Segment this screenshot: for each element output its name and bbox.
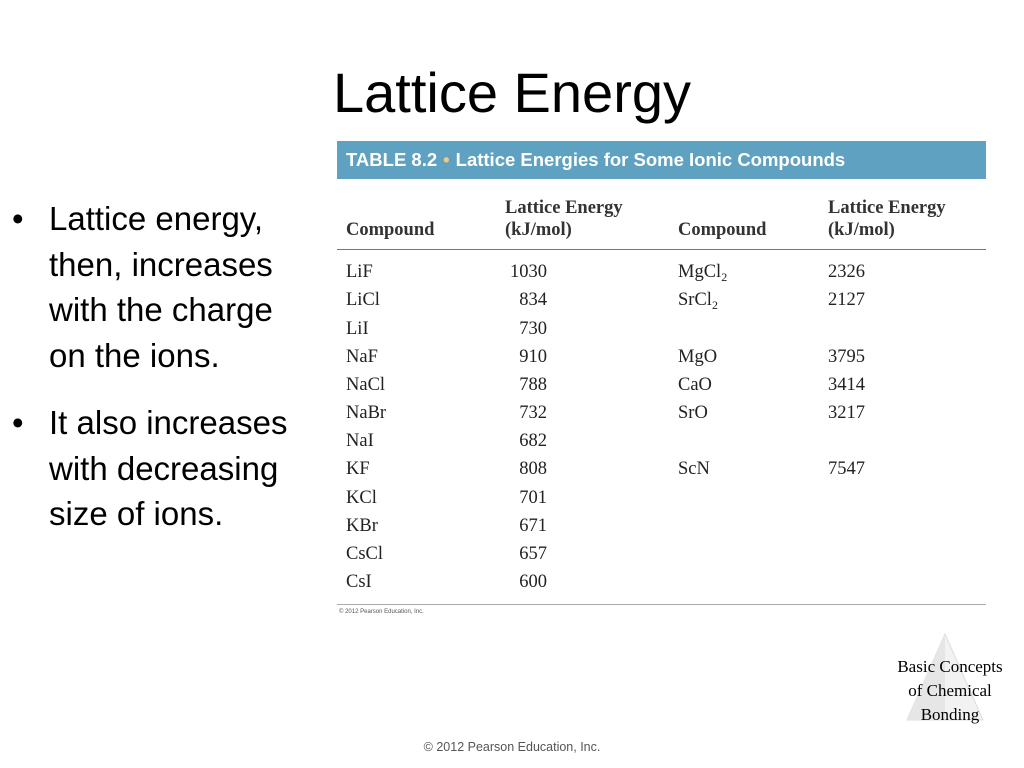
- slide-title: Lattice Energy: [333, 61, 691, 124]
- left-compound: NaCl: [346, 375, 386, 395]
- bullet-line: It also increases: [49, 404, 288, 441]
- bullet-charge: [12, 196, 342, 378]
- right-compound: SrO: [678, 403, 708, 423]
- right-energy: 2127: [828, 290, 865, 310]
- left-compound: KF: [346, 459, 370, 479]
- table-label: TABLE 8.2: [346, 149, 438, 170]
- bullet-line: with the charge: [49, 291, 273, 328]
- brand-line: Basic Concepts: [897, 657, 1003, 676]
- left-energy: 732: [519, 403, 547, 423]
- right-compound: CaO: [678, 375, 712, 395]
- header-energy-line1: Lattice Energy: [828, 198, 946, 218]
- left-energy: 600: [519, 572, 547, 592]
- right-energy: 2326: [828, 262, 865, 282]
- left-compound: NaI: [346, 431, 374, 451]
- left-energy: 788: [519, 375, 547, 395]
- right-energy: 3414: [828, 375, 865, 395]
- header-energy-line2: (kJ/mol): [505, 220, 572, 240]
- left-compound: LiI: [346, 319, 369, 339]
- left-energy: 701: [519, 488, 547, 508]
- bullet-line: then, increases: [49, 245, 273, 283]
- left-compound: LiCl: [346, 290, 380, 310]
- header-energy-left: [505, 197, 623, 241]
- compound-subscript: 2: [711, 298, 718, 312]
- left-compound: KCl: [346, 488, 377, 508]
- table-header-bar: [337, 141, 986, 179]
- compound-subscript: 2: [721, 270, 728, 284]
- left-compound: KBr: [346, 516, 378, 536]
- header-energy-right: [828, 197, 946, 241]
- header-energy-line2: (kJ/mol): [828, 220, 895, 240]
- footer-copyright: © 2012 Pearson Education, Inc.: [423, 740, 601, 754]
- table-caption: Lattice Energies for Some Ionic Compounds: [455, 149, 846, 170]
- course-brand: [880, 655, 1020, 727]
- header-energy-line1: Lattice Energy: [505, 198, 623, 218]
- header-compound-right: Compound: [678, 220, 767, 240]
- compound-base: SrCl: [678, 290, 712, 310]
- bullet-marker: •: [12, 200, 24, 237]
- right-energy: 3795: [828, 347, 865, 367]
- left-energy: 682: [519, 431, 547, 451]
- right-compound: [678, 286, 718, 319]
- left-compound: CsI: [346, 572, 372, 592]
- bullet-line: size of ions.: [49, 495, 224, 532]
- lattice-energy-table: [337, 141, 986, 619]
- left-energy: 730: [519, 319, 547, 339]
- brand-line: of Chemical: [908, 681, 992, 700]
- left-compound: LiF: [346, 262, 373, 282]
- right-energy: 3217: [828, 403, 865, 423]
- right-energy: 7547: [828, 459, 865, 479]
- brand-line: Bonding: [920, 705, 980, 724]
- right-compound: ScN: [678, 459, 710, 479]
- bullet-marker: •: [12, 404, 24, 441]
- table-copyright: © 2012 Pearson Education, Inc.: [339, 609, 424, 615]
- left-energy: 1030: [510, 262, 547, 282]
- left-energy: 910: [519, 347, 547, 367]
- bullet-list: [12, 196, 342, 559]
- bullet-size: [12, 400, 342, 537]
- right-compound: MgO: [678, 347, 718, 367]
- header-rule: [337, 249, 986, 250]
- bullet-line: on the ions.: [49, 336, 220, 374]
- left-energy: 808: [519, 459, 547, 479]
- header-compound-left: Compound: [346, 220, 435, 240]
- left-compound: NaBr: [346, 403, 387, 423]
- left-energy: 671: [519, 516, 547, 536]
- left-energy: 834: [519, 290, 547, 310]
- left-compound: NaF: [346, 347, 378, 367]
- left-energy: 657: [519, 544, 547, 564]
- footer-rule: [337, 604, 986, 605]
- bullet-line: Lattice energy,: [49, 200, 264, 237]
- compound-base: MgCl: [678, 262, 722, 282]
- bullet-line: with decreasing: [49, 449, 279, 487]
- table-separator: •: [443, 149, 450, 170]
- left-compound: CsCl: [346, 544, 384, 564]
